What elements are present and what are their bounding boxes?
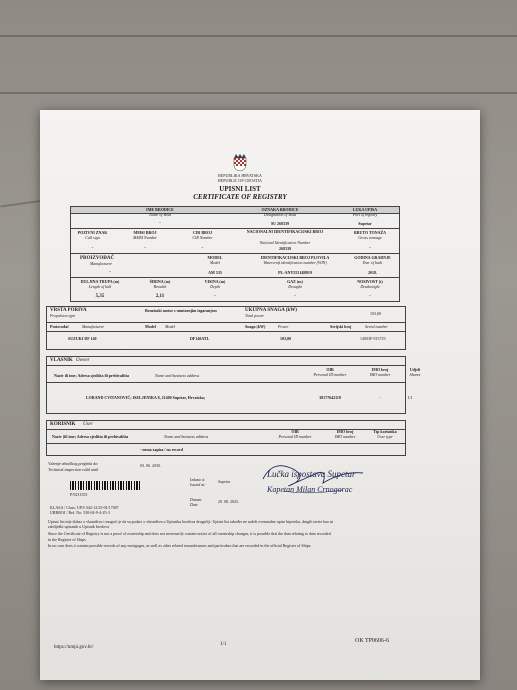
user-oib-label: OIB [291, 429, 299, 434]
user-imo-label-en: IMO number [334, 434, 356, 439]
port-label-en: Port of registry [352, 212, 378, 217]
callsign-label: POZIVNI ZNAK [77, 230, 108, 235]
model-label: MODEL [207, 255, 223, 260]
inspection-label-en: Technical inspection valid until [48, 467, 99, 472]
barcode [70, 481, 140, 490]
designation-value: SU 268339 [270, 221, 290, 226]
user-section-label: KORISNIK [50, 422, 76, 427]
row-divider [70, 253, 400, 254]
length-label: DULJINA TRUPA (m) [80, 279, 120, 284]
owner-imo-label-en: IMO number [369, 372, 391, 377]
engine-mf-label-en: Manufacturer [82, 324, 105, 329]
owner-imo-value: - [379, 395, 381, 400]
breadth-label-en: Breadth [153, 284, 167, 289]
owner-oib-label-en: Personal ID number [313, 372, 347, 377]
country-en: REPUBLIC OF CROATIA [218, 178, 262, 183]
nib-label-en: National Identification Number [259, 240, 311, 245]
draught-label: GAZ (m) [287, 279, 303, 284]
row-divider [46, 331, 406, 332]
deadweight-label: NOSIVOST (t) [357, 279, 383, 284]
engine-power-label: Snaga (kW) [245, 324, 266, 329]
note-line-2: zabilježbi upisanih u Upisnik brodova [48, 524, 109, 529]
note-line-4: in the Register of Ships. [48, 537, 87, 542]
draught-value: - [294, 294, 296, 299]
user-name-label: Naziv (ili ime; Adresa sjedišta ili prebivališta [52, 434, 129, 439]
user-oib-label-en: Personal ID number [278, 434, 312, 439]
note-line-1: Upisni list nije dokaz o vlasništvu i mogući je da su podaci o vlasništvu u Upisniku brodova drugačiji. Upisni list također ne sadrži evenutalne upise hipoteka, drugih terete kao ni [48, 519, 334, 524]
engine-power-label-en: Power [278, 324, 289, 329]
depth-value: - [214, 294, 216, 299]
user-name-label-en: Name and business address [164, 434, 209, 439]
depth-label-en: Depth [210, 284, 220, 289]
deadweight-label-en: Deadweight [360, 284, 380, 289]
issued-label: Izdano u: [190, 477, 205, 482]
cir-value: - [201, 246, 204, 251]
date-value: 29. 08. 2025. [218, 499, 239, 504]
total-power-value: 103,00 [370, 311, 381, 316]
length-value: 5,35 [95, 294, 105, 299]
date-label: Datum: [190, 497, 202, 502]
propulsion-type-label: VRSTA PORIVA [50, 308, 87, 313]
vessel-name-label-en: Name of Boat [149, 212, 171, 217]
port-value: Supetar [358, 221, 372, 226]
callsign-value: - [91, 246, 94, 251]
owner-share-label-en: Shares [409, 372, 421, 377]
propulsion-type-label-en: Propulsion type [50, 313, 76, 318]
row-divider [70, 277, 400, 278]
deadweight-value: - [369, 294, 371, 299]
owner-oib-label: OIB [326, 367, 334, 372]
user-type-label-en: User type [377, 434, 393, 439]
page-number: 1/1 [220, 642, 227, 647]
user-value: - nema zapisa / no record [140, 447, 183, 452]
total-power-label: UKUPNA SNAGA (kW) [245, 308, 297, 313]
user-section-label-en: User [83, 422, 93, 427]
engine-serial-value: 14003F-915719 [360, 336, 386, 341]
model-label-en: Model [209, 260, 221, 265]
win-label: IDENTIFIKACIJSKI BROJ PLOVILA [260, 255, 330, 260]
gt-label: BRUTO TONAŽA [353, 230, 387, 235]
year-label-en: Year of built [362, 260, 383, 265]
engine-serial-label-en: Serial number [365, 324, 388, 329]
breadth-label: ŠIRINA (m) [149, 279, 171, 284]
win-label-en: Watercraft identification number (WIN) [263, 260, 327, 265]
issued-label-en: Issued at: [190, 482, 206, 487]
engine-power-value: 103,00 [280, 336, 291, 341]
draught-label-en: Draught [288, 284, 302, 289]
nib-value: 268339 [279, 246, 291, 251]
certificate-document [40, 110, 480, 680]
owner-imo-label: IMO broj [371, 367, 389, 372]
nib-label: NACIONALNI IDENTIFIKACIJSKI BROJ [246, 229, 324, 234]
stamp-office: Lučka ispostava Supetar [267, 469, 356, 479]
stamp-captain: Kapetan Milan Crnogorac [267, 485, 353, 494]
owner-name-label-en: Name and business address [155, 373, 200, 378]
mmsi-label-en: MMSI Number [133, 235, 157, 240]
total-power-label-en: Total power [245, 313, 265, 318]
manufacturer-label-en: Manufacturer [90, 261, 113, 266]
mmsi-label: MMSI BROJ [133, 230, 157, 235]
win-value: PL-ANY55314B919 [278, 270, 312, 275]
website: https://nmpi.gov.hr/ [54, 645, 94, 650]
engine-mf-value: SUZUKI DF 140 [68, 336, 97, 341]
row-divider [46, 443, 406, 444]
form-code: OK TP0606-6 [355, 638, 390, 644]
gt-value: - [369, 246, 371, 251]
row-divider [46, 365, 406, 366]
date-label-en: Date [190, 502, 198, 507]
barcode-number: P/9231555 [70, 492, 88, 497]
year-value: 2018. [368, 270, 377, 275]
klasa: KLASA / Class: UP/I-342-12/25-01/17007 [50, 505, 119, 510]
inspection-value: 03. 06. 2030. [140, 463, 161, 468]
vessel-name-label: IME BRODICE [146, 207, 174, 212]
croatian-coat-of-arms-icon [233, 154, 247, 171]
user-imo-label: IMO broj [336, 429, 354, 434]
year-label: GODINA GRADNJE [354, 255, 391, 260]
user-type-label: Tip korisnika [373, 429, 397, 434]
length-label-en: Length of hull [88, 284, 112, 289]
owner-share-label: Udjeli [409, 367, 421, 372]
title-hr: UPISNI LIST [219, 185, 261, 193]
issued-value: Supetar [218, 479, 231, 484]
note-line-3: Since the Certificate of Registry is not a proof of ownership and does not necessarily contain notice of all ownership changes, it is possible that the data relating to data recorded [48, 531, 331, 536]
cir-label-en: CIR Number [192, 235, 213, 240]
note-line-5: In no case does it contain possible records of any mortgages, as well as other related encumbrances and particulars that are recorded in the official Register of Ships. [48, 543, 312, 548]
manufacturer-value: - [109, 270, 111, 275]
callsign-label-en: Call sign [85, 235, 100, 240]
row-divider [46, 322, 406, 323]
engine-serial-label: Serijski broj [330, 324, 352, 329]
port-label: LUKA UPISA [352, 207, 378, 212]
model-value: AM 535 [208, 270, 222, 275]
gt-label-en: Gross tonnage [358, 235, 382, 240]
designation-label: OZNAKA BRODICE [261, 207, 299, 212]
designation-label-en: Designation of Boat [263, 212, 297, 217]
owner-section-label: VLASNIK [50, 358, 73, 363]
owner-name-value: LORAND CVITANOVIĆ; ISELJENIKA 8, 21400 Supetar, Hrvatska; [86, 395, 206, 400]
cir-label: CIR BROJ [192, 230, 212, 235]
engine-model-label: Model [145, 324, 156, 329]
urbroj: URBROJ / Ref. No: 530-04-9-4-25-3 [50, 510, 110, 515]
owner-section-label-en: Owner [76, 358, 90, 363]
title-en: CERTIFICATE OF REGISTRY [193, 193, 287, 201]
owner-oib-value: 38177642119 [319, 395, 341, 400]
engine-mf-label: Proizvođač [50, 324, 70, 329]
inspection-label: Važenje tehničkog pregleda do: [48, 461, 99, 466]
owner-name-label: Naziv ili ime; Adresa sjedišta ili prebivališta [54, 373, 129, 378]
depth-label: VISINA (m) [204, 279, 226, 284]
mmsi-value: - [144, 246, 146, 251]
row-divider [46, 382, 406, 383]
country-hr: REPUBLIKA HRVATSKA [218, 173, 262, 178]
owner-share-value: 1/1 [407, 395, 413, 400]
engine-model-label-en: Model [165, 324, 176, 329]
manufacturer-label: PROIZVOĐAČ [80, 256, 115, 261]
propulsion-type-value: Benzinski motor s unutarnjim izgaranjem [145, 308, 217, 313]
row-divider [70, 228, 400, 229]
breadth-value: 2,11 [155, 294, 165, 299]
engine-model-value: DF140ATL [190, 336, 210, 341]
vessel-name-value: - [159, 221, 161, 226]
